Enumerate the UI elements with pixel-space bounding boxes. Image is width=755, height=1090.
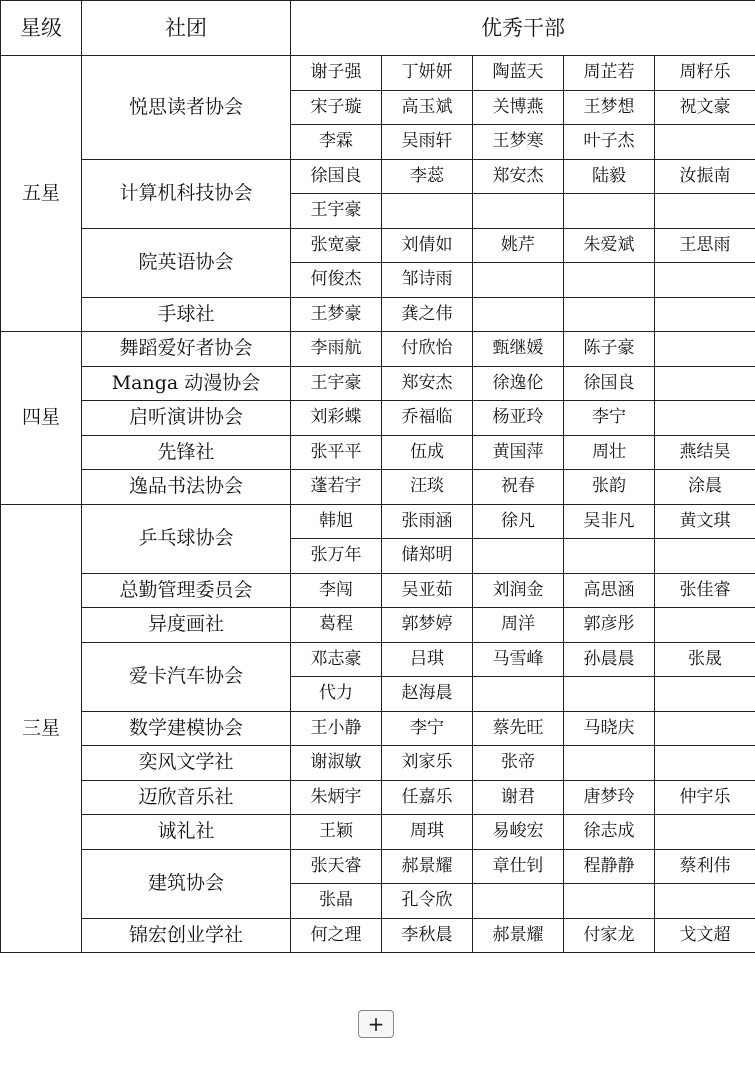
cadre-name-cell: 吕琪: [382, 642, 473, 677]
club-name-cell: 异度画社: [82, 608, 291, 643]
cadre-name-cell: [655, 366, 755, 401]
header-club: 社团: [82, 1, 291, 56]
cadre-name-cell: [564, 263, 655, 298]
cadre-name-cell: 汝振南: [655, 159, 755, 194]
table-row: [1, 366, 755, 401]
cadre-name-cell: [382, 194, 473, 229]
cadre-name-cell: [655, 263, 755, 298]
cadre-name-cell: 徐志成: [564, 815, 655, 850]
table-row: [1, 401, 755, 436]
cadre-name-cell: 乔福临: [382, 401, 473, 436]
cadre-name-cell: 李秋晨: [382, 918, 473, 953]
cadre-name-cell: 郑安杰: [382, 366, 473, 401]
cadre-name-cell: 高玉斌: [382, 90, 473, 125]
club-name-cell: 奕风文学社: [82, 746, 291, 781]
cadre-name-cell: 邹诗雨: [382, 263, 473, 298]
cadre-name-cell: 徐国良: [291, 159, 382, 194]
cadre-name-cell: 谢子强: [291, 56, 382, 91]
cadre-name-cell: 张韵: [564, 470, 655, 505]
cadre-name-cell: 祝文豪: [655, 90, 755, 125]
cadre-name-cell: [655, 746, 755, 781]
cadre-name-cell: 王颖: [291, 815, 382, 850]
cadre-name-cell: 周琪: [382, 815, 473, 850]
cadre-name-cell: 张晟: [655, 642, 755, 677]
cadre-name-cell: 王梦想: [564, 90, 655, 125]
cadre-name-cell: 陈子豪: [564, 332, 655, 367]
cadre-name-cell: 丁妍妍: [382, 56, 473, 91]
club-name-cell: 诚礼社: [82, 815, 291, 850]
table-row: [1, 159, 755, 194]
cadre-name-cell: [564, 746, 655, 781]
cadre-name-cell: [473, 194, 564, 229]
table-row: [1, 228, 755, 263]
cadre-name-cell: 王宇豪: [291, 366, 382, 401]
cadre-name-cell: 仲宇乐: [655, 780, 755, 815]
cadre-name-cell: 何俊杰: [291, 263, 382, 298]
cadre-name-cell: 李闯: [291, 573, 382, 608]
cadre-name-cell: 张帝: [473, 746, 564, 781]
club-name-cell: 迈欣音乐社: [82, 780, 291, 815]
cadre-name-cell: 徐国良: [564, 366, 655, 401]
table-body: [1, 56, 755, 953]
club-name-cell: 爱卡汽车协会: [82, 642, 291, 711]
cadre-name-cell: 谢淑敏: [291, 746, 382, 781]
cadre-name-cell: 王小静: [291, 711, 382, 746]
cadre-name-cell: 付欣怡: [382, 332, 473, 367]
cadre-name-cell: 刘倩如: [382, 228, 473, 263]
club-name-cell: 舞蹈爱好者协会: [82, 332, 291, 367]
cadre-name-cell: [655, 539, 755, 574]
cadre-name-cell: 李蕊: [382, 159, 473, 194]
club-name-cell: 启听演讲协会: [82, 401, 291, 436]
cadre-name-cell: 付家龙: [564, 918, 655, 953]
cadre-name-cell: 孙晨晨: [564, 642, 655, 677]
cadre-name-cell: 储郑明: [382, 539, 473, 574]
table-row: [1, 56, 755, 91]
cadre-name-cell: [655, 608, 755, 643]
cadre-name-cell: 邓志豪: [291, 642, 382, 677]
cadre-name-cell: [564, 297, 655, 332]
star-level-cell: 五星: [1, 56, 82, 332]
table-row: [1, 711, 755, 746]
cadre-name-cell: 孔令欣: [382, 884, 473, 919]
table-row: [1, 573, 755, 608]
cadre-name-cell: 程静静: [564, 849, 655, 884]
cadre-name-cell: 徐逸伦: [473, 366, 564, 401]
cadre-name-cell: 吴亚茹: [382, 573, 473, 608]
cadre-name-cell: 葛程: [291, 608, 382, 643]
cadre-name-cell: 周芷若: [564, 56, 655, 91]
club-name-cell: 院英语协会: [82, 228, 291, 297]
cadre-name-cell: 马晓庆: [564, 711, 655, 746]
table-row: [1, 918, 755, 953]
cadre-name-cell: [655, 815, 755, 850]
cadre-name-cell: 刘家乐: [382, 746, 473, 781]
cadre-name-cell: 周壮: [564, 435, 655, 470]
cadre-name-cell: 黄文琪: [655, 504, 755, 539]
table-row: [1, 642, 755, 677]
cadre-name-cell: [564, 677, 655, 712]
cadre-name-cell: [564, 194, 655, 229]
cadre-name-cell: 甄继媛: [473, 332, 564, 367]
cadre-name-cell: 谢君: [473, 780, 564, 815]
cadre-name-cell: 汪琰: [382, 470, 473, 505]
cadre-name-cell: [655, 332, 755, 367]
add-row-button[interactable]: +: [358, 1010, 394, 1038]
star-level-cell: 四星: [1, 332, 82, 505]
club-name-cell: 计算机科技协会: [82, 159, 291, 228]
club-name-cell: 总勤管理委员会: [82, 573, 291, 608]
cadre-name-cell: 张佳睿: [655, 573, 755, 608]
cadre-name-cell: 郭彦彤: [564, 608, 655, 643]
cadre-name-cell: 王梦豪: [291, 297, 382, 332]
cadre-name-cell: 李雨航: [291, 332, 382, 367]
cadre-name-cell: 刘润金: [473, 573, 564, 608]
cadre-name-cell: 张平平: [291, 435, 382, 470]
cadre-name-cell: 伍成: [382, 435, 473, 470]
table-row: [1, 815, 755, 850]
cadre-name-cell: 张晶: [291, 884, 382, 919]
cadre-name-cell: 章仕钊: [473, 849, 564, 884]
table-row: [1, 504, 755, 539]
cadre-name-cell: 任嘉乐: [382, 780, 473, 815]
club-name-cell: Manga 动漫协会: [82, 366, 291, 401]
cadre-name-cell: 姚芹: [473, 228, 564, 263]
cadre-name-cell: 张天睿: [291, 849, 382, 884]
cadre-name-cell: 张雨涵: [382, 504, 473, 539]
cadre-name-cell: 王思雨: [655, 228, 755, 263]
cadre-name-cell: 蔡利伟: [655, 849, 755, 884]
cadre-name-cell: 关博燕: [473, 90, 564, 125]
cadre-name-cell: [655, 884, 755, 919]
club-name-cell: 数学建模协会: [82, 711, 291, 746]
club-name-cell: 建筑协会: [82, 849, 291, 918]
cadre-name-cell: 唐梦玲: [564, 780, 655, 815]
cadre-name-cell: [473, 884, 564, 919]
cadre-name-cell: 李宁: [382, 711, 473, 746]
cadre-name-cell: 马雪峰: [473, 642, 564, 677]
cadre-name-cell: [655, 297, 755, 332]
cadre-name-cell: 宋子璇: [291, 90, 382, 125]
cadre-name-cell: 龚之伟: [382, 297, 473, 332]
cadre-name-cell: 郭梦婷: [382, 608, 473, 643]
cadre-name-cell: 杨亚玲: [473, 401, 564, 436]
club-name-cell: 乒乓球协会: [82, 504, 291, 573]
cadre-name-cell: 涂晨: [655, 470, 755, 505]
cadre-name-cell: [473, 539, 564, 574]
cadre-name-cell: 周洋: [473, 608, 564, 643]
cadre-name-cell: [655, 125, 755, 160]
header-star-level: 星级: [1, 1, 82, 56]
cadre-name-cell: 祝春: [473, 470, 564, 505]
cadre-name-cell: 王梦寒: [473, 125, 564, 160]
table-row: [1, 780, 755, 815]
cadre-name-cell: 张宽豪: [291, 228, 382, 263]
club-name-cell: 逸品书法协会: [82, 470, 291, 505]
cadre-name-cell: 郑安杰: [473, 159, 564, 194]
cadre-name-cell: [655, 401, 755, 436]
table-row: [1, 332, 755, 367]
cadre-name-cell: 吴雨轩: [382, 125, 473, 160]
cadre-name-cell: 陆毅: [564, 159, 655, 194]
cadre-name-cell: [655, 677, 755, 712]
club-name-cell: 先锋社: [82, 435, 291, 470]
cadre-name-cell: 朱炳宇: [291, 780, 382, 815]
cadre-name-cell: 周籽乐: [655, 56, 755, 91]
cadre-name-cell: 燕结昊: [655, 435, 755, 470]
table-row: [1, 746, 755, 781]
cadre-name-cell: 吴非凡: [564, 504, 655, 539]
cadre-name-cell: 代力: [291, 677, 382, 712]
cadre-name-cell: 韩旭: [291, 504, 382, 539]
cadre-name-cell: 高思涵: [564, 573, 655, 608]
cadre-name-cell: 赵海晨: [382, 677, 473, 712]
cadre-name-cell: [473, 263, 564, 298]
cadre-name-cell: 何之理: [291, 918, 382, 953]
cadre-name-cell: 戈文超: [655, 918, 755, 953]
cadre-name-cell: [473, 677, 564, 712]
cadre-name-cell: [473, 297, 564, 332]
club-name-cell: 锦宏创业学社: [82, 918, 291, 953]
table-row: [1, 608, 755, 643]
cadre-name-cell: 易峻宏: [473, 815, 564, 850]
header-cadres: 优秀干部: [291, 1, 755, 56]
star-level-cell: 三星: [1, 504, 82, 953]
table-row: [1, 435, 755, 470]
table-row: [1, 470, 755, 505]
table-row: [1, 297, 755, 332]
cadre-name-cell: [564, 884, 655, 919]
cadre-name-cell: 刘彩蝶: [291, 401, 382, 436]
cadre-name-cell: 张万年: [291, 539, 382, 574]
cadre-name-cell: 黄国萍: [473, 435, 564, 470]
cadre-name-cell: 蓬若宇: [291, 470, 382, 505]
cadre-name-cell: 郝景耀: [382, 849, 473, 884]
cadre-name-cell: 郝景耀: [473, 918, 564, 953]
cadre-name-cell: [564, 539, 655, 574]
cadre-name-cell: 叶子杰: [564, 125, 655, 160]
cadre-name-cell: 蔡先旺: [473, 711, 564, 746]
cadre-name-cell: [655, 194, 755, 229]
cadre-name-cell: 徐凡: [473, 504, 564, 539]
cadre-name-cell: [655, 711, 755, 746]
cadre-name-cell: 朱爱斌: [564, 228, 655, 263]
table-header-row: [1, 1, 755, 56]
cadre-name-cell: 李霖: [291, 125, 382, 160]
table-row: [1, 849, 755, 884]
club-name-cell: 手球社: [82, 297, 291, 332]
cadre-name-cell: 陶蓝天: [473, 56, 564, 91]
cadre-name-cell: 李宁: [564, 401, 655, 436]
cadre-name-cell: 王宇豪: [291, 194, 382, 229]
club-name-cell: 悦思读者协会: [82, 56, 291, 160]
